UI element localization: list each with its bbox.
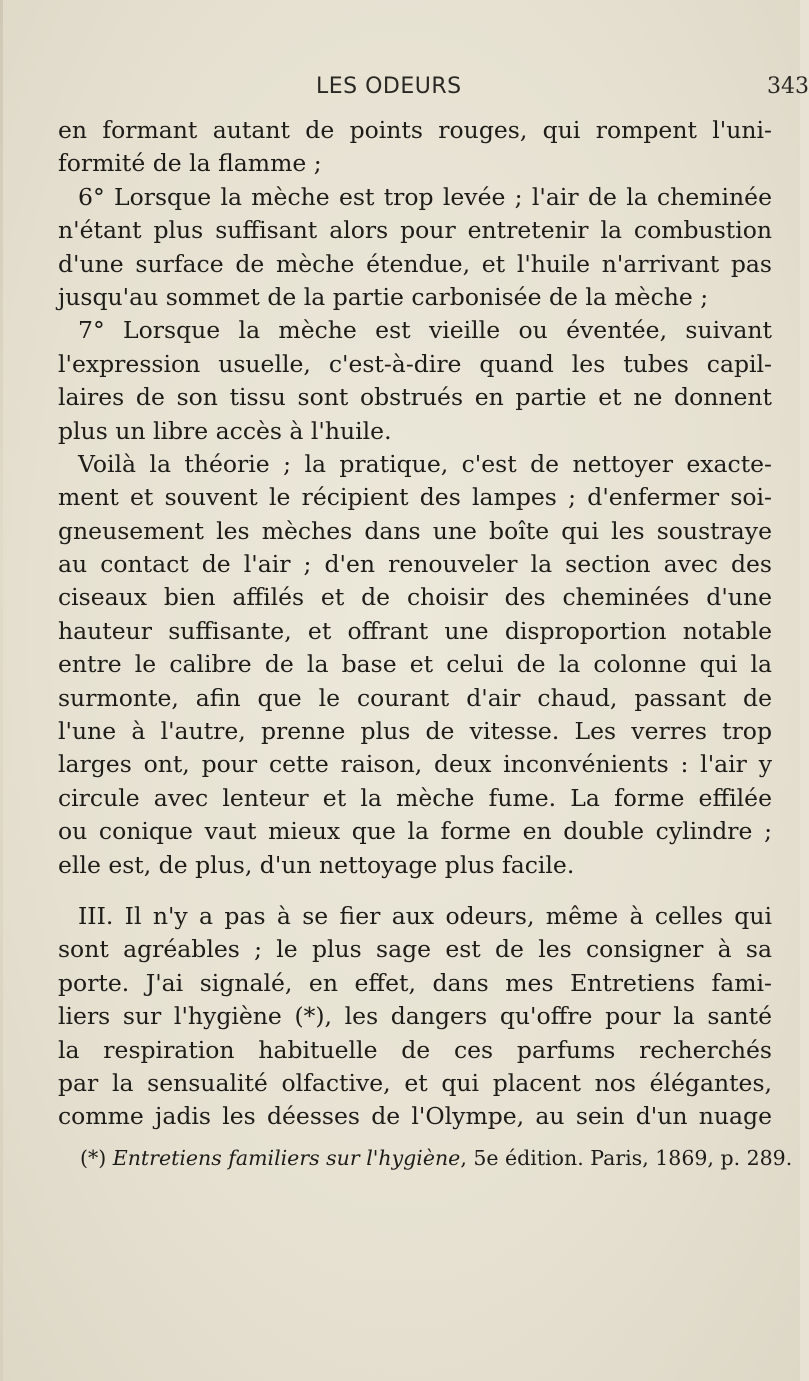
text-line: formité de la flamme ; bbox=[58, 149, 322, 178]
text-line: entre le calibre de la base et celui de la colonne qui la bbox=[58, 650, 772, 679]
text-line: l'expression usuelle, c'est-à-dire quand les tubes capil- bbox=[58, 349, 772, 378]
body-text bbox=[58, 114, 772, 1134]
text-line: ciseaux bien affilés et de choisir des cheminées d'une bbox=[58, 583, 772, 612]
text-line: larges ont, pour cette raison, deux inconvénients : l'air y bbox=[58, 750, 772, 779]
text-line: porte. J'ai signalé, en effet, dans mes Entretiens fami- bbox=[58, 968, 772, 997]
text-line: hauteur suffisante, et offrant une disproportion notable bbox=[58, 616, 772, 645]
text-line: d'une surface de mèche étendue, et l'huile n'arrivant pas bbox=[58, 249, 772, 278]
footnote-citation: , 5e édition. Paris, 1869, p. 289. bbox=[460, 1146, 793, 1170]
footnote-marker: (*) bbox=[80, 1146, 113, 1170]
text-line: n'étant plus suffisant alors pour entretenir la combustion bbox=[58, 216, 772, 245]
text-line: sont agréables ; le plus sage est de les consigner à sa bbox=[58, 935, 772, 964]
page-number: 343 bbox=[767, 74, 809, 99]
text-line: elle est, de plus, d'un nettoyage plus facile. bbox=[58, 850, 575, 879]
text-line: ou conique vaut mieux que la forme en double cylindre ; bbox=[58, 817, 772, 846]
text-line: circule avec lenteur et la mèche fume. La forme effilée bbox=[58, 783, 772, 812]
footnote bbox=[80, 1146, 792, 1170]
text-line: par la sensualité olfactive, et qui placent nos élégantes, bbox=[58, 1068, 772, 1097]
paragraph-gap bbox=[58, 882, 772, 900]
page-header bbox=[40, 74, 809, 108]
text-line: 6° Lorsque la mèche est trop levée ; l'air de la cheminée bbox=[78, 182, 772, 211]
text-line: plus un libre accès à l'huile. bbox=[58, 416, 392, 445]
text-line: laires de son tissu sont obstrués en partie et ne donnent bbox=[58, 383, 772, 412]
text-line: jusqu'au sommet de la partie carbonisée de la mèche ; bbox=[58, 282, 709, 311]
footnote-title: Entretiens familiers sur l'hygiène bbox=[112, 1146, 461, 1170]
scan-edge bbox=[0, 0, 3, 1381]
text-line: surmonte, afin que le courant d'air chaud, passant de bbox=[58, 683, 772, 712]
text-line: au contact de l'air ; d'en renouveler la section avec des bbox=[58, 550, 772, 579]
text-line: la respiration habituelle de ces parfums recherchés bbox=[58, 1035, 772, 1064]
running-title: LES ODEURS bbox=[316, 74, 462, 99]
text-line: 7° Lorsque la mèche est vieille ou éventée, suivant bbox=[78, 316, 772, 345]
text-line: ment et souvent le récipient des lampes ; d'enfermer soi- bbox=[58, 483, 772, 512]
text-line: l'une à l'autre, prenne plus de vitesse. Les verres trop bbox=[58, 717, 772, 746]
text-line: gneusement les mèches dans une boîte qui les soustraye bbox=[58, 516, 772, 545]
text-line: en formant autant de points rouges, qui rompent l'uni- bbox=[58, 116, 772, 144]
text-line: comme jadis les déesses de l'Olympe, au sein d'un nuage bbox=[58, 1102, 772, 1131]
text-line: liers sur l'hygiène (*), les dangers qu'offre pour la santé bbox=[58, 1002, 772, 1031]
text-line: Voilà la théorie ; la pratique, c'est de nettoyer exacte- bbox=[78, 449, 772, 478]
text-line: III. Il n'y a pas à se fier aux odeurs, même à celles qui bbox=[78, 901, 772, 930]
